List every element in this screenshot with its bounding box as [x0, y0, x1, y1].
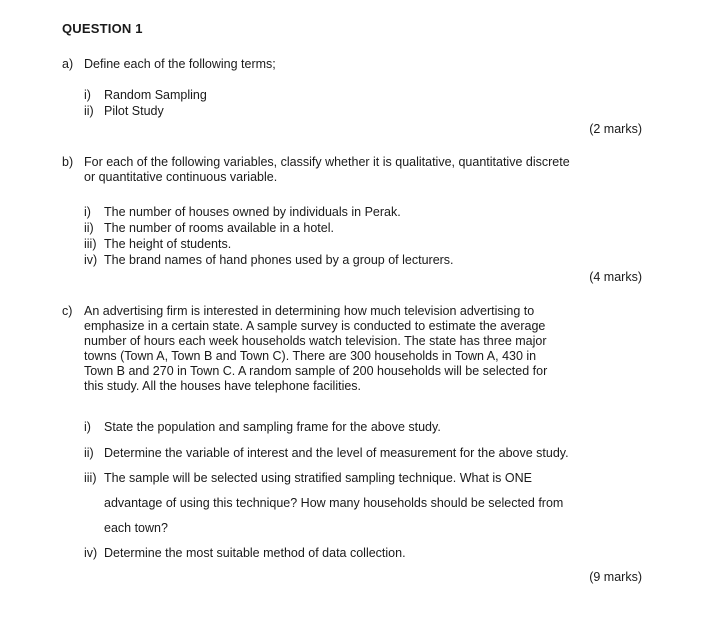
part-b-item-3	[84, 237, 231, 251]
item-text: Pilot Study	[104, 104, 164, 118]
part-c-paragraph-line-1: An advertising firm is interested in determining how much television advertising to	[84, 304, 535, 318]
item-number: iv)	[84, 253, 98, 267]
part-a-letter: a)	[62, 57, 74, 71]
part-c-paragraph-line-5: Town B and 270 in Town C. A random sample of 200 households will be selected for	[84, 364, 548, 378]
part-a-marks: (2 marks)	[589, 122, 642, 136]
part-b-item-2	[84, 221, 334, 235]
item-number: iii)	[84, 471, 97, 485]
part-b-prompt-line-1: For each of the following variables, classify whether it is qualitative, quantitative discrete	[84, 155, 570, 169]
part-c-item-3-continuation-1: advantage of using this technique? How many households should be selected from	[104, 496, 564, 510]
item-text: State the population and sampling frame for the above study.	[104, 420, 441, 434]
part-c-item-2	[84, 446, 569, 460]
item-text: Random Sampling	[104, 88, 207, 102]
part-c-item-4	[84, 546, 406, 560]
item-number: i)	[84, 205, 91, 219]
item-text: The brand names of hand phones used by a group of lecturers.	[104, 253, 454, 267]
item-number: iii)	[84, 237, 97, 251]
item-number: ii)	[84, 221, 94, 235]
item-number: iv)	[84, 546, 98, 560]
item-number: ii)	[84, 104, 94, 118]
part-c-item-1	[84, 420, 441, 434]
item-text: Determine the most suitable method of data collection.	[104, 546, 406, 560]
part-b-marks: (4 marks)	[589, 270, 642, 284]
item-number: i)	[84, 420, 91, 434]
part-a-prompt: Define each of the following terms;	[84, 57, 276, 71]
part-b-letter: b)	[62, 155, 74, 169]
part-c-paragraph-line-6: this study. All the houses have telephone facilities.	[84, 379, 362, 393]
item-text: The sample will be selected using stratified sampling technique. What is ONE	[104, 471, 532, 485]
part-c-paragraph-line-4: towns (Town A, Town B and Town C). There are 300 households in Town A, 430 in	[84, 349, 537, 363]
item-text: The height of students.	[104, 237, 232, 251]
item-text: Determine the variable of interest and the level of measurement for the above study.	[104, 446, 569, 460]
part-c-marks: (9 marks)	[589, 570, 642, 584]
part-c-item-3-continuation-2: each town?	[104, 521, 168, 535]
item-number: i)	[84, 88, 91, 102]
part-a-item-2	[84, 104, 164, 118]
item-number: ii)	[84, 446, 94, 460]
part-c-paragraph-line-3: number of hours each week households watch television. The state has three major	[84, 334, 547, 348]
part-c-paragraph-line-2: emphasize in a certain state. A sample survey is conducted to estimate the average	[84, 319, 546, 333]
part-c-letter: c)	[62, 304, 73, 318]
item-text: The number of rooms available in a hotel.	[104, 221, 334, 235]
part-b-item-4	[84, 253, 454, 267]
part-a-item-1	[84, 88, 207, 102]
part-c-item-3	[84, 471, 532, 485]
part-b-prompt-line-2: or quantitative continuous variable.	[84, 170, 278, 184]
question-title: QUESTION 1	[62, 21, 143, 36]
item-text: The number of houses owned by individuals in Perak.	[104, 205, 401, 219]
part-b-item-1	[84, 205, 401, 219]
